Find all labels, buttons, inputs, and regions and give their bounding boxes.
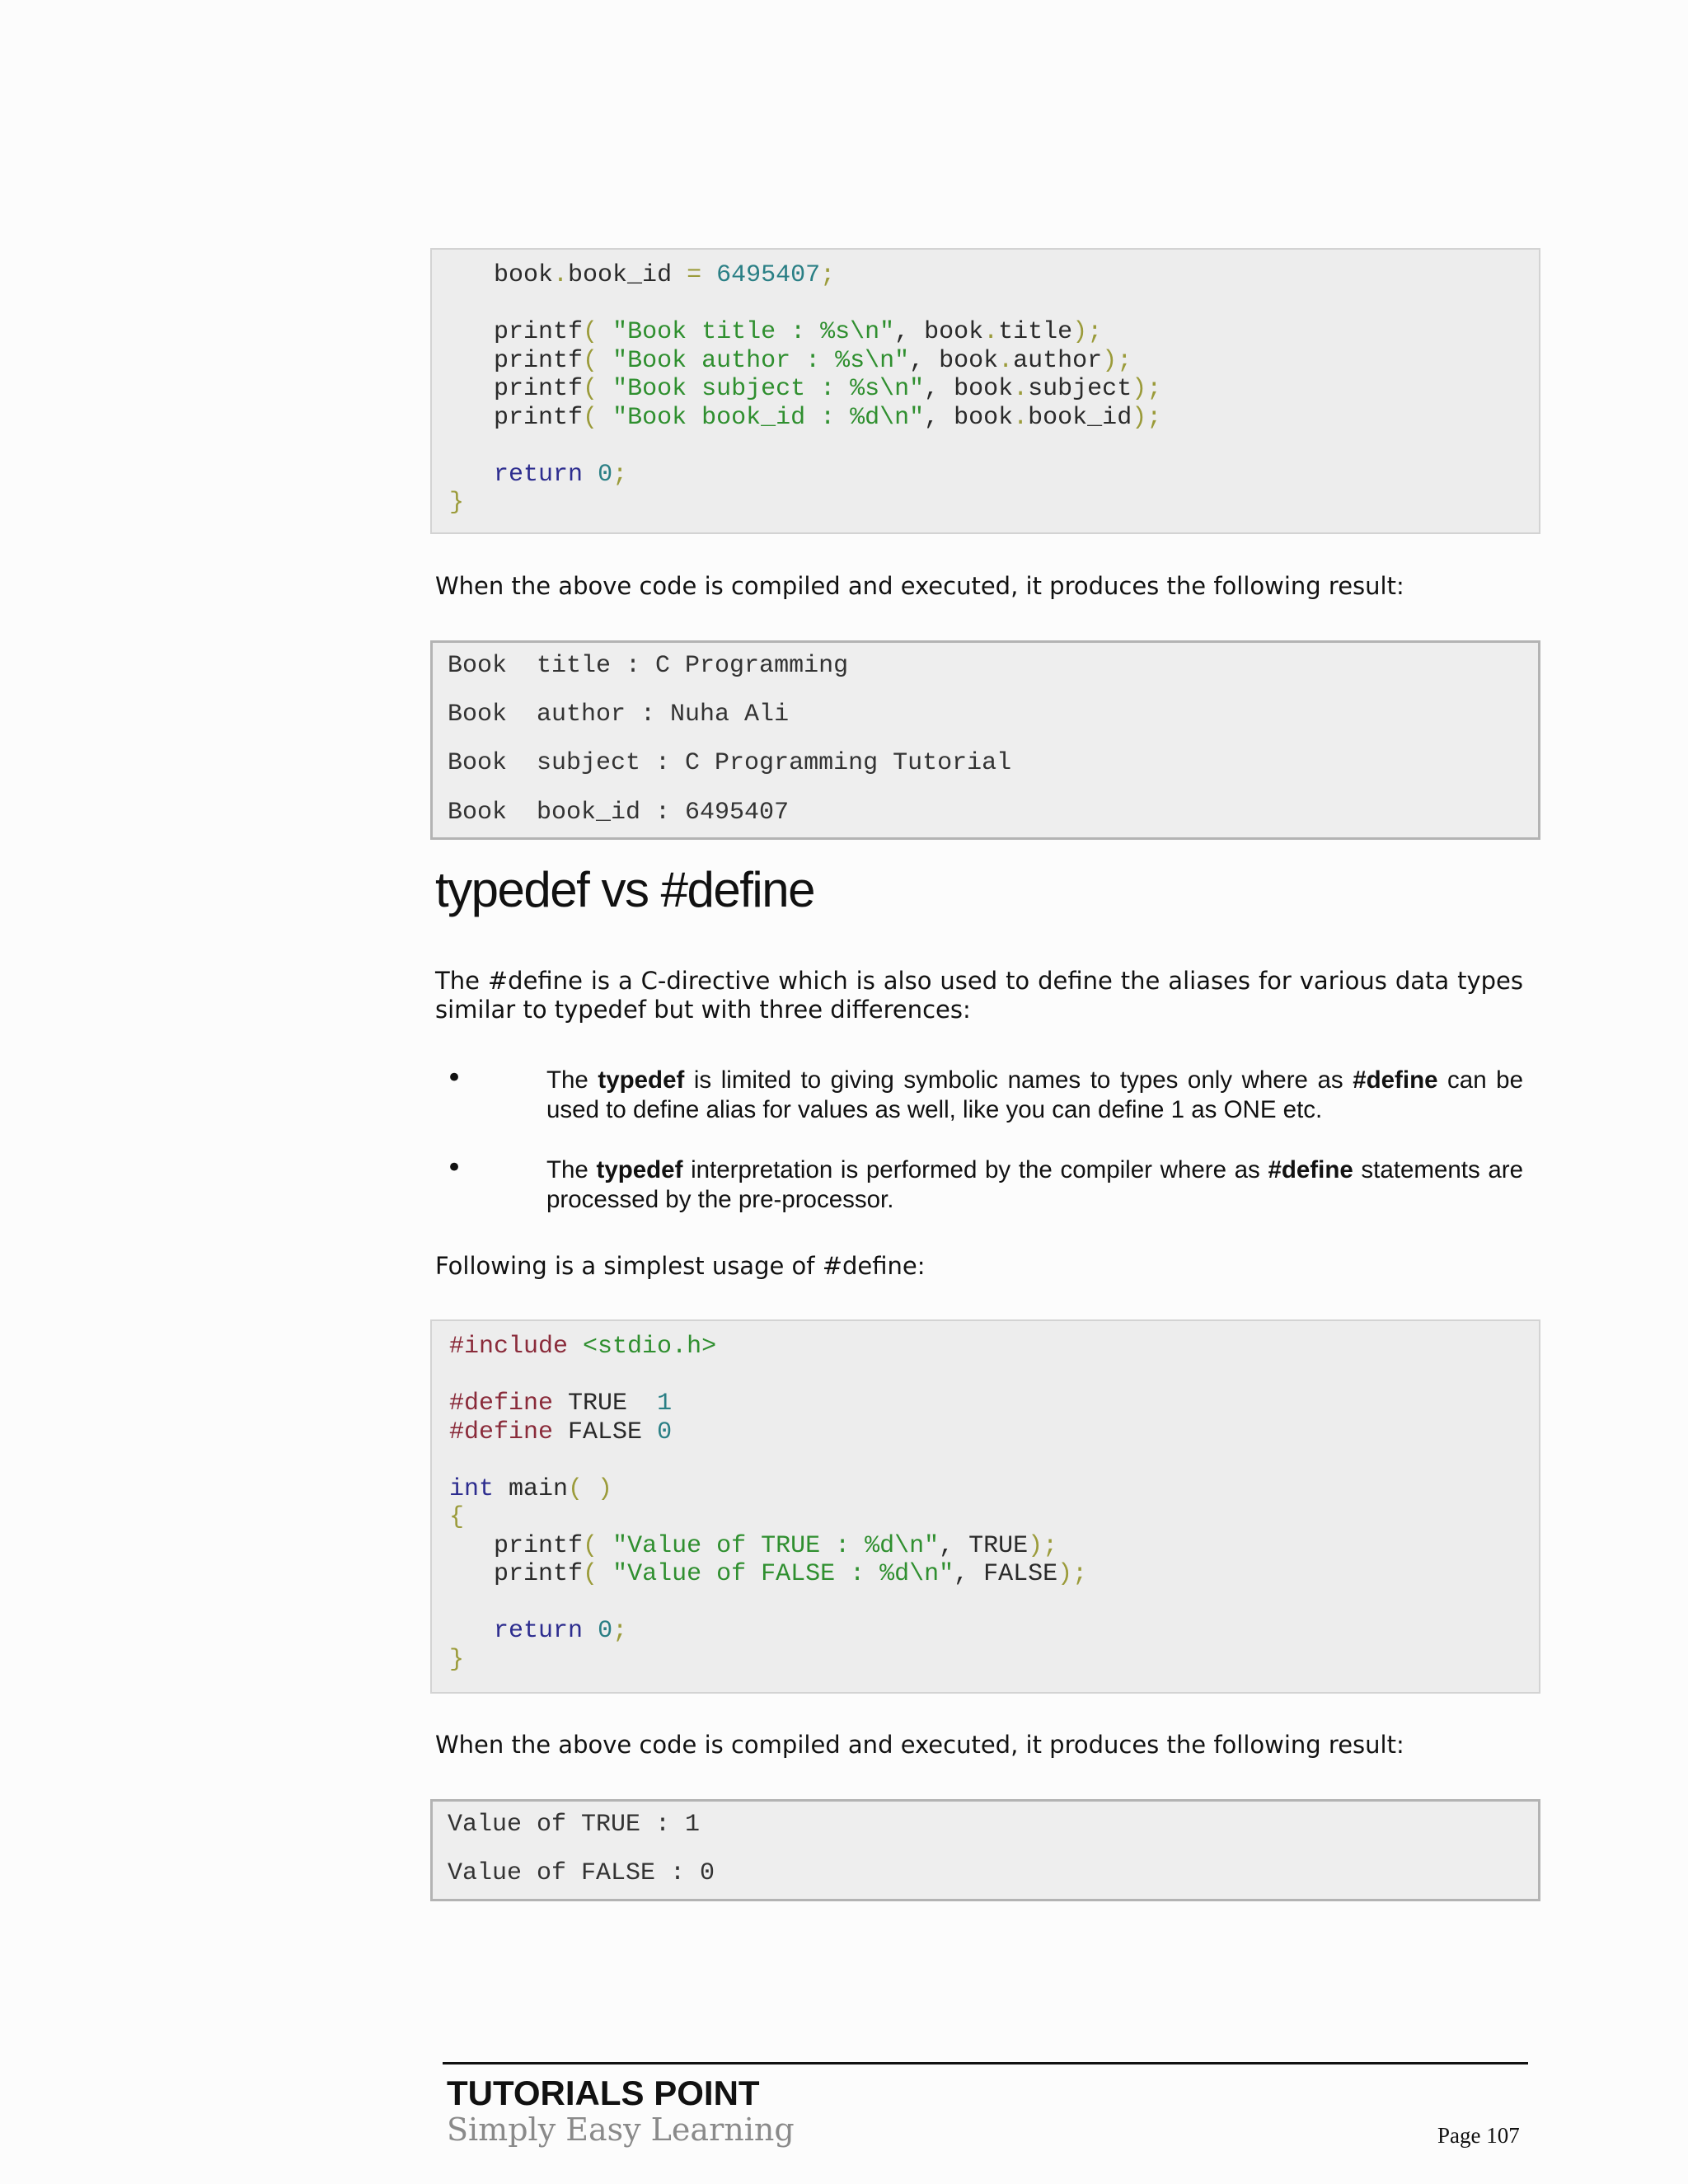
code-token: (	[583, 1560, 613, 1588]
code-token: FALSE	[553, 1418, 658, 1446]
bullet-icon: •	[446, 1151, 463, 1184]
code-token: (	[583, 403, 613, 432]
code-token: "Book subject : %s\n"	[612, 375, 925, 403]
code-token	[583, 1617, 598, 1645]
code-2-line	[449, 1503, 464, 1531]
code-token: 6495407	[716, 261, 821, 289]
footer-brand: TUTORIALS POINT	[447, 2074, 760, 2112]
code-token: subject	[1028, 375, 1132, 403]
code-token: .	[983, 318, 999, 346]
bullet-text-run: statements are processed by the pre-processor.	[546, 1156, 1523, 1213]
code-token: .	[1013, 403, 1029, 432]
code-token: );	[1057, 1560, 1088, 1588]
bullet-icon: •	[446, 1062, 463, 1094]
output-line: Value of TRUE : 1	[448, 1811, 701, 1839]
code-token: main	[494, 1474, 569, 1503]
bold-term: typedef	[596, 1156, 683, 1183]
code-token	[568, 1333, 583, 1361]
code-token: );	[1132, 375, 1162, 403]
code-token: #define	[449, 1390, 554, 1418]
code-token: return	[494, 1617, 584, 1645]
code-token: printf	[494, 1560, 584, 1588]
code-token: );	[1072, 318, 1103, 346]
code-token: }	[449, 489, 465, 517]
result-intro-2: When the above code is compiled and executed, it produces the following result:	[435, 1731, 1404, 1759]
code-block-1	[430, 248, 1540, 534]
code-token: }	[449, 1645, 465, 1674]
code-token: (	[583, 375, 613, 403]
bullet-item-interpretation	[546, 1155, 1523, 1215]
code-1-line	[449, 461, 627, 489]
code-token: ;	[612, 1617, 628, 1645]
code-token: TRUE	[553, 1390, 658, 1418]
code-token	[583, 461, 598, 489]
code-token	[701, 261, 716, 289]
code-block-2	[430, 1319, 1540, 1694]
code-token: "Value of FALSE : %d\n"	[612, 1560, 954, 1588]
code-token: , FALSE	[954, 1560, 1058, 1588]
code-token: 1	[657, 1390, 673, 1418]
code-token: , book	[924, 375, 1014, 403]
code-2-line	[449, 1418, 672, 1446]
code-token: author	[1013, 346, 1103, 375]
code-token: book_id	[568, 261, 687, 289]
output-line: Book subject : C Programming Tutorial	[448, 749, 1012, 777]
footer-divider	[443, 2062, 1528, 2064]
code-token: =	[687, 261, 702, 289]
code-token: {	[449, 1503, 465, 1531]
code-block-1-text	[449, 261, 1161, 518]
code-2-line	[449, 1532, 1057, 1560]
bullet-text-run: interpretation is performed by the compiler where as	[682, 1156, 1268, 1183]
code-token: <stdio.h>	[583, 1333, 717, 1361]
code-token: (	[583, 346, 613, 375]
code-token: 0	[598, 1617, 613, 1645]
bold-term: typedef	[598, 1066, 685, 1094]
code-token: #define	[449, 1418, 554, 1446]
footer-tagline: Simply Easy Learning	[447, 2111, 795, 2148]
usage-intro: Following is a simplest usage of #define:	[435, 1252, 926, 1280]
code-2-line	[449, 1617, 627, 1645]
code-token: "Book author : %s\n"	[612, 346, 910, 375]
code-token: ;	[820, 261, 836, 289]
code-token: printf	[494, 1531, 584, 1560]
bold-term: #define	[1353, 1066, 1438, 1094]
bullet-text-run: can be used to define alias for values as well, like you can define 1 as ONE etc.	[546, 1066, 1523, 1123]
code-token: ( )	[568, 1474, 613, 1503]
code-token: printf	[494, 346, 584, 375]
code-token: printf	[494, 375, 584, 403]
code-token: "Book title : %s\n"	[612, 318, 895, 346]
code-token: #include	[449, 1333, 569, 1361]
bullet-text-run: The	[546, 1066, 598, 1094]
code-token: 0	[657, 1418, 673, 1446]
code-token: , book	[924, 403, 1014, 432]
code-token: , book	[894, 318, 984, 346]
code-token: , book	[909, 346, 999, 375]
bullet-text-run: The	[546, 1156, 597, 1183]
code-token: printf	[494, 318, 584, 346]
bold-term: #define	[1268, 1156, 1353, 1183]
code-token: .	[1013, 375, 1029, 403]
page-number: Page 107	[1437, 2123, 1520, 2148]
section-heading: typedef vs #define	[435, 862, 815, 917]
output-block-2	[430, 1799, 1540, 1901]
code-token: "Book book_id : %d\n"	[612, 403, 925, 432]
code-token: );	[1102, 346, 1132, 375]
code-token: (	[583, 318, 613, 346]
code-token: ;	[612, 460, 628, 489]
code-2-line	[449, 1390, 672, 1418]
code-block-2-text	[449, 1333, 1087, 1674]
code-1-line	[449, 404, 1161, 432]
code-token: book	[494, 261, 554, 289]
code-token: .	[998, 346, 1014, 375]
code-token: , TRUE	[939, 1531, 1029, 1560]
code-token: );	[1132, 403, 1162, 432]
output-line: Value of FALSE : 0	[448, 1859, 715, 1887]
bullet-item-typedef-limits	[546, 1066, 1523, 1125]
result-intro-1: When the above code is compiled and executed, it produces the following result:	[435, 572, 1404, 600]
code-2-line	[449, 1475, 612, 1503]
output-line: Book author : Nuha Ali	[448, 701, 790, 729]
code-token: int	[449, 1474, 495, 1503]
bullet-text-run: is limited to giving symbolic names to types only where as	[684, 1066, 1353, 1094]
code-token: return	[494, 460, 584, 489]
code-2-line	[449, 1646, 464, 1674]
code-token: book_id	[1028, 403, 1132, 432]
code-token: printf	[494, 403, 584, 432]
code-token: (	[583, 1531, 613, 1560]
intro-paragraph: The #define is a C-directive which is also used to define the aliases for various data types similar to typedef but with three differences:	[435, 967, 1523, 1024]
code-2-line	[449, 1333, 716, 1361]
code-token: );	[1028, 1531, 1058, 1560]
code-1-line	[449, 489, 464, 517]
output-block-1	[430, 640, 1540, 840]
output-line: Book title : C Programming	[448, 652, 849, 680]
code-2-line	[449, 1560, 1087, 1588]
code-token: "Value of TRUE : %d\n"	[612, 1531, 940, 1560]
code-1-line	[449, 375, 1161, 403]
code-token: 0	[598, 460, 613, 489]
code-token: .	[553, 261, 569, 289]
code-token: title	[998, 318, 1073, 346]
output-line: Book book_id : 6495407	[448, 799, 790, 827]
code-1-line	[449, 347, 1132, 375]
code-1-line	[449, 318, 1102, 346]
code-1-line	[449, 261, 835, 289]
